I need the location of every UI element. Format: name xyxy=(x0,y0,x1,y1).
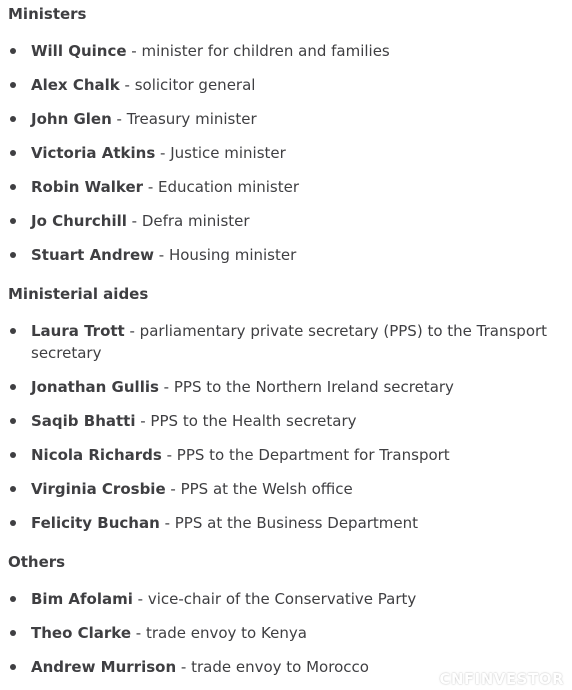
person-role: - parliamentary private secretary (PPS) to the Transport secretary xyxy=(31,322,548,362)
person-role: - Justice minister xyxy=(155,144,286,162)
person-role: - Education minister xyxy=(143,178,300,196)
bullet-icon xyxy=(10,486,16,492)
section-heading-others: Others xyxy=(8,553,66,571)
person-name: Felicity Buchan xyxy=(31,514,160,532)
person-role: - Housing minister xyxy=(154,246,297,264)
bullet-icon xyxy=(10,452,16,458)
bullet-icon xyxy=(10,82,16,88)
person-name: Andrew Murrison xyxy=(31,658,177,676)
bullet-icon xyxy=(10,48,16,54)
bullet-icon xyxy=(10,520,16,526)
person-name: Virginia Crosbie xyxy=(31,480,166,498)
person-name: Victoria Atkins xyxy=(31,144,156,162)
person-name: Alex Chalk xyxy=(31,76,120,94)
person-role: - solicitor general xyxy=(119,76,256,94)
bullet-icon xyxy=(10,116,16,122)
person-name: Saqib Bhatti xyxy=(31,412,136,430)
bullet-icon xyxy=(10,384,16,390)
person-role: - minister for children and families xyxy=(126,42,390,60)
bullet-icon xyxy=(10,630,16,636)
person-name: John Glen xyxy=(31,110,112,128)
person-role: - PPS at the Business Department xyxy=(159,514,419,532)
bullet-icon xyxy=(10,664,16,670)
person-role: - trade envoy to Kenya xyxy=(131,624,307,642)
person-name: Laura Trott xyxy=(31,322,125,340)
bullet-icon xyxy=(10,596,16,602)
person-name: Nicola Richards xyxy=(31,446,162,464)
person-role: - trade envoy to Morocco xyxy=(176,658,369,676)
person-role: - PPS to the Northern Ireland secretary xyxy=(158,378,454,396)
section-heading-ministerial-aides: Ministerial aides xyxy=(8,285,149,303)
section-heading-ministers: Ministers xyxy=(8,5,87,23)
person-role: - PPS to the Health secretary xyxy=(135,412,357,430)
person-role: - PPS to the Department for Transport xyxy=(161,446,450,464)
person-role: - Defra minister xyxy=(126,212,250,230)
person-name: Stuart Andrew xyxy=(31,246,155,264)
person-name: Will Quince xyxy=(31,42,127,60)
person-name: Bim Afolami xyxy=(31,590,133,608)
bullet-icon xyxy=(10,328,16,334)
bullet-icon xyxy=(10,252,16,258)
bullet-icon xyxy=(10,418,16,424)
person-role: - vice-chair of the Conservative Party xyxy=(132,590,417,608)
bullet-icon xyxy=(10,184,16,190)
watermark-logo: CNFINVESTOR xyxy=(439,670,564,688)
person-name: Robin Walker xyxy=(31,178,144,196)
person-name: Jo Churchill xyxy=(31,212,127,230)
person-name: Jonathan Gullis xyxy=(31,378,159,396)
bullet-icon xyxy=(10,218,16,224)
person-role: - PPS at the Welsh office xyxy=(165,480,353,498)
person-name: Theo Clarke xyxy=(31,624,132,642)
bullet-icon xyxy=(10,150,16,156)
person-role: - Treasury minister xyxy=(111,110,257,128)
